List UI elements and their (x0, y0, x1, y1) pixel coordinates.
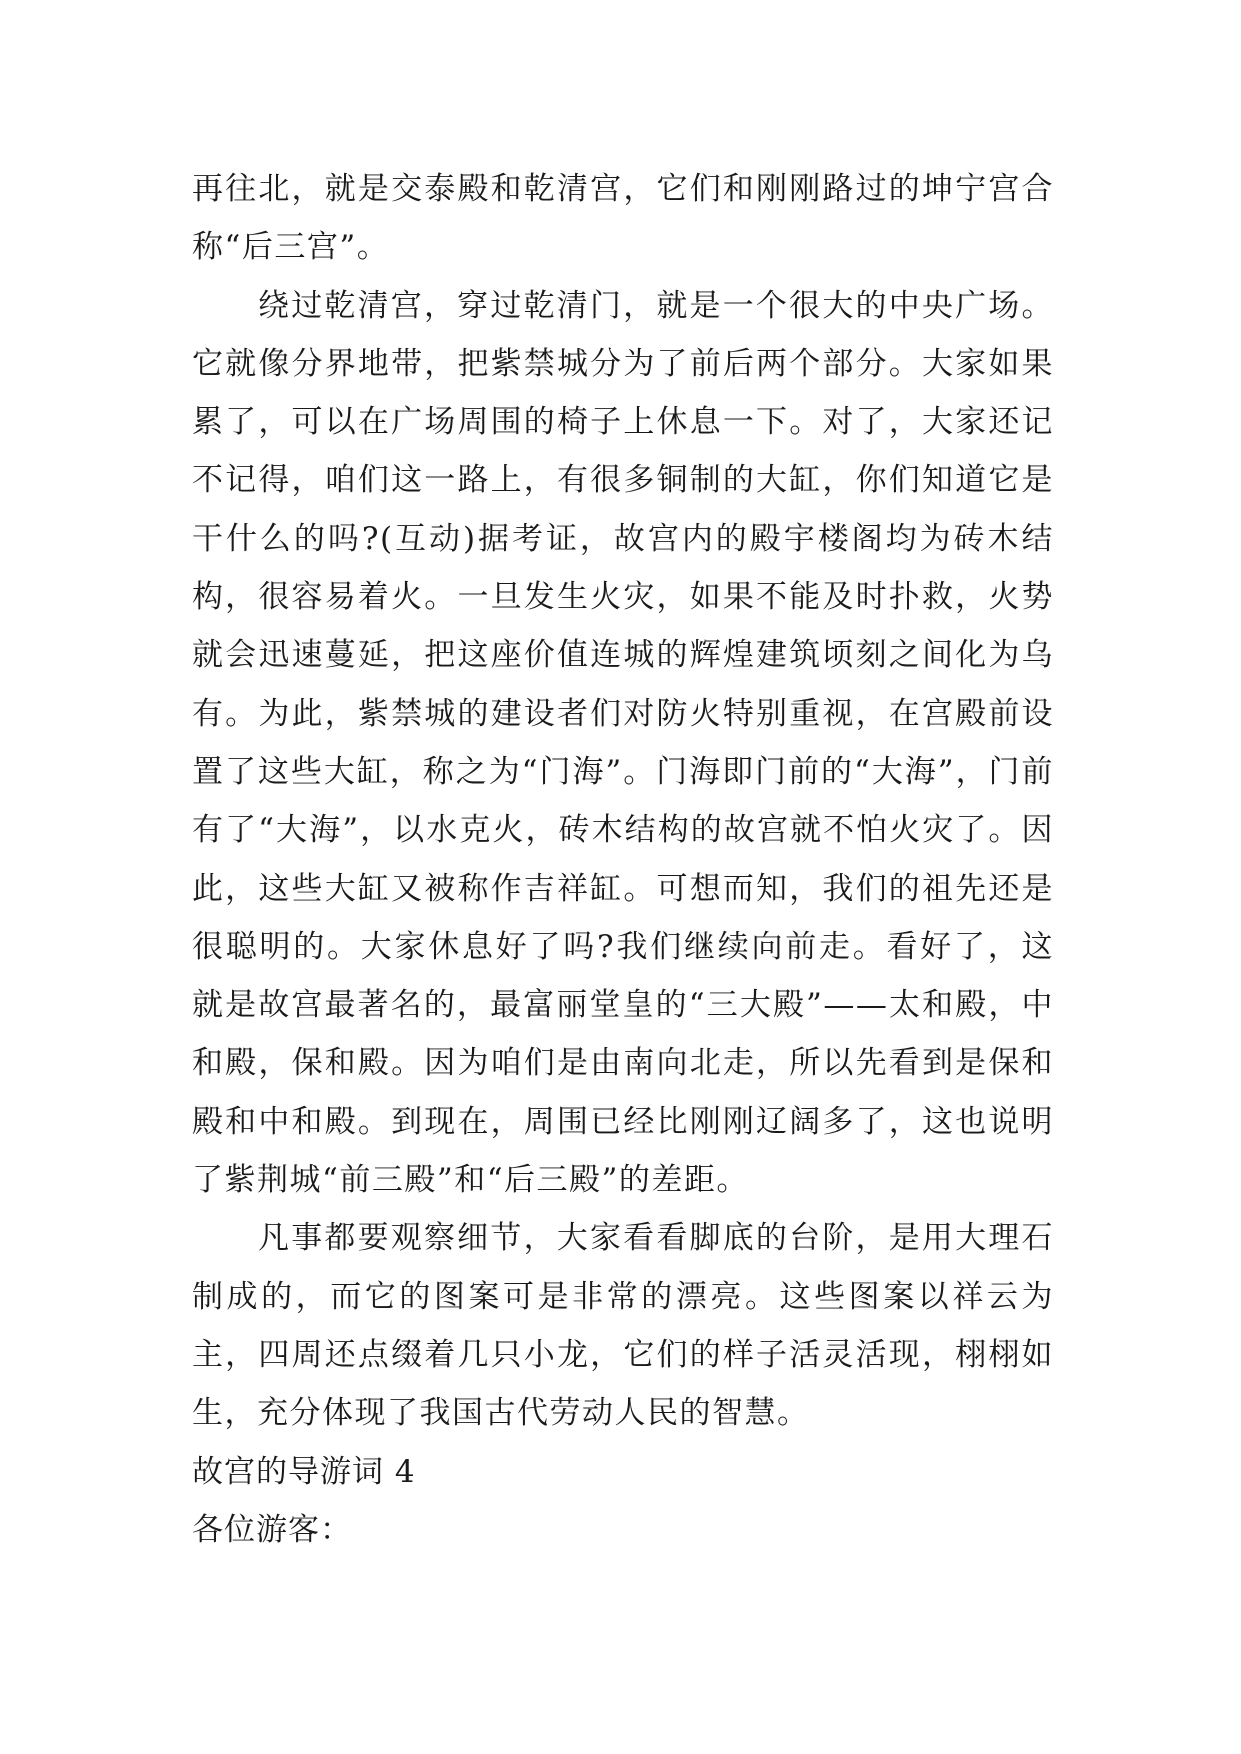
section-title: 故宫的导游词 4 (192, 1453, 416, 1490)
paragraph-marble-steps: 凡事都要观察细节，大家看看脚底的台阶，是用大理石制成的，而它的图案可是非常的漂亮。这些图案以祥云为主，四周还点缀着几只小龙，它们的样子活灵活现，栩栩如生，充分体现了我国古代劳动人民的智慧。 (192, 1220, 1054, 1432)
paragraph-central-square: 绕过乾清宫，穿过乾清门，就是一个很大的中央广场。它就像分界地带，把紫禁城分为了前后两个部分。大家如果累了，可以在广场周围的椅子上休息一下。对了，大家还记不记得，咱们这一路上，有很多铜制的大缸，你们知道它是干什么的吗?(互动)据考证，故宫内的殿宇楼阁均为砖木结构，很容易着火。一旦发生火灾，如果不能及时扑救，火势就会迅速蔓延，把这座价值连城的辉煌建筑顷刻之间化为乌有。为此，紫禁城的建设者们对防火特别重视，在宫殿前设置了这些大缸，称之为“门海”。门海即门前的“大海”，门前有了“大海”，以水克火，砖木结构的故宫就不怕火灾了。因此，这些大缸又被称作吉祥缸。可想而知，我们的祖先还是很聪明的。大家休息好了吗?我们继续向前走。看好了，这就是故宫最著名的，最富丽堂皇的“三大殿”——太和殿，中和殿，保和殿。因为咱们是由南向北走，所以先看到是保和殿和中和殿。到现在，周围已经比刚刚辽阔多了，这也说明了紫荆城“前三殿”和“后三殿”的差距。 (192, 287, 1054, 1199)
document-body (192, 160, 1054, 1559)
salutation: 各位游客： (192, 1511, 352, 1548)
paragraph-intro: 再往北，就是交泰殿和乾清宫，它们和刚刚路过的坤宁宫合称“后三宫”。 (192, 171, 1054, 266)
